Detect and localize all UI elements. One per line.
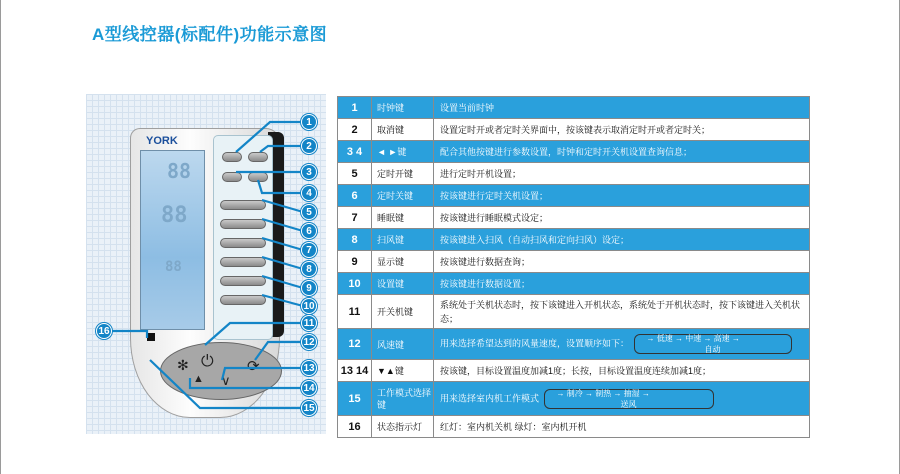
callout-10: 10 — [301, 298, 317, 314]
row-number: 2 — [338, 119, 372, 141]
lcd-digits: 88 — [167, 159, 192, 183]
key-description: 按该键进行睡眠模式设定； — [434, 207, 810, 229]
clock-key[interactable] — [222, 152, 242, 162]
page-title: A型线控器(标配件)功能示意图 — [92, 25, 328, 44]
display-key[interactable] — [220, 276, 266, 286]
key-name: 定时开键 — [372, 163, 434, 185]
temp-up-icon[interactable]: ▲ — [193, 373, 204, 385]
key-name: 风速键 — [372, 329, 434, 360]
row-number: 3 4 — [338, 141, 372, 163]
callout-8: 8 — [301, 261, 317, 277]
cycle-return-step: 送风 — [620, 399, 637, 409]
callout-16: 16 — [96, 323, 112, 339]
left-key[interactable] — [222, 172, 242, 182]
callout-4: 4 — [301, 185, 317, 201]
table-row — [338, 97, 810, 119]
key-description: 按该键进行数据设置； — [434, 273, 810, 295]
cycle-step: 高速 — [713, 334, 730, 343]
york-logo: YORK — [146, 135, 178, 147]
row-number: 10 — [338, 273, 372, 295]
row-number: 15 — [338, 382, 372, 416]
lcd-digits: 88 — [161, 203, 188, 228]
key-name: 扫风键 — [372, 229, 434, 251]
callout-15: 15 — [301, 400, 317, 416]
key-description: 按该键，目标设置温度加减1度；长按，目标设置温度连续加减1度； — [434, 360, 810, 382]
row-number: 11 — [338, 295, 372, 329]
power-icon[interactable]: ⏻ — [201, 353, 214, 370]
key-name: 状态指示灯 — [372, 416, 434, 438]
right-key[interactable] — [248, 172, 268, 182]
callout-2: 2 — [301, 138, 317, 154]
cycle-step: 制冷 — [566, 388, 583, 398]
key-description: 按该键进行数据查询； — [434, 251, 810, 273]
cycle-steps: → 低速 → 中速 → 高速 → — [646, 334, 740, 343]
key-description: 设置当前时钟 — [434, 97, 810, 119]
key-name: ◄ ►键 — [372, 141, 434, 163]
lcd-digits: 88 — [165, 259, 182, 275]
row-number: 16 — [338, 416, 372, 438]
cycle-step: 制热 — [595, 388, 612, 398]
fan-speed-icon[interactable]: ⟳ — [247, 358, 260, 375]
table-row — [338, 229, 810, 251]
callout-1: 1 — [301, 114, 317, 130]
callout-7: 7 — [301, 242, 317, 258]
key-name: 设置键 — [372, 273, 434, 295]
row-number: 12 — [338, 329, 372, 360]
cycle-step: 低速 — [656, 334, 673, 343]
cycle-steps: → 制冷 → 制热 → 抽湿 → — [556, 388, 650, 398]
key-name: 开关机键 — [372, 295, 434, 329]
key-name: 显示键 — [372, 251, 434, 273]
callout-13: 13 — [301, 360, 317, 376]
lcd-screen — [140, 150, 205, 330]
table-row — [338, 141, 810, 163]
row-number: 9 — [338, 251, 372, 273]
key-name: 定时关键 — [372, 185, 434, 207]
cycle-step: 抽湿 — [623, 388, 640, 398]
cycle-step: 中速 — [685, 334, 702, 343]
row-number: 13 14 — [338, 360, 372, 382]
key-description — [434, 382, 810, 416]
table-row — [338, 163, 810, 185]
key-description: 按该键进行定时关机设置； — [434, 185, 810, 207]
mode-cycle — [544, 389, 714, 409]
timer-off-key[interactable] — [220, 219, 266, 229]
swing-key[interactable] — [220, 257, 266, 267]
bottom-control-pad — [160, 342, 282, 400]
table-row — [338, 251, 810, 273]
key-name: ▼▲键 — [372, 360, 434, 382]
table-row — [338, 273, 810, 295]
callout-5: 5 — [301, 204, 317, 220]
callout-9: 9 — [301, 280, 317, 296]
table-row — [338, 329, 810, 360]
callout-14: 14 — [301, 380, 317, 396]
key-description: 系统处于关机状态时，按下该键进入开机状态，系统处于开机状态时，按下该键进入关机状态； — [434, 295, 810, 329]
key-description: 进行定时开机设置； — [434, 163, 810, 185]
table-row — [338, 382, 810, 416]
button-panel — [213, 135, 273, 340]
row-number: 5 — [338, 163, 372, 185]
sleep-key[interactable] — [220, 238, 266, 248]
key-description — [434, 329, 810, 360]
key-name: 时钟键 — [372, 97, 434, 119]
callout-12: 12 — [301, 334, 317, 350]
row-number: 6 — [338, 185, 372, 207]
callout-11: 11 — [301, 315, 317, 331]
key-description: 设置定时开或者定时关界面中，按该键表示取消定时开或者定时关； — [434, 119, 810, 141]
temp-down-icon[interactable]: ∨ — [221, 373, 231, 388]
mode-icon[interactable]: ✻ — [177, 357, 189, 373]
table-row — [338, 119, 810, 141]
key-description: 按该键进入扫风（自动扫风和定向扫风）设定； — [434, 229, 810, 251]
key-name: 工作模式选择键 — [372, 382, 434, 416]
row-number: 1 — [338, 97, 372, 119]
key-description: 配合其他按键进行参数设置，时钟和定时开关机设置查询信息； — [434, 141, 810, 163]
cycle-return-step: 自动 — [704, 345, 721, 354]
row-number: 8 — [338, 229, 372, 251]
table-row — [338, 207, 810, 229]
set-key[interactable] — [220, 295, 266, 305]
table-row — [338, 295, 810, 329]
key-name: 睡眠键 — [372, 207, 434, 229]
function-table — [337, 96, 810, 438]
key-name: 取消键 — [372, 119, 434, 141]
key-description: 红灯：室内机关机 绿灯：室内机开机 — [434, 416, 810, 438]
fan-speed-description: 用来选择希望达到的风量速度，设置顺序如下： — [440, 338, 630, 349]
timer-on-key[interactable] — [220, 200, 266, 210]
mode-description: 用来选择室内机工作模式 — [440, 392, 540, 403]
callout-3: 3 — [301, 164, 317, 180]
table-row — [338, 416, 810, 438]
status-indicator-light — [147, 333, 155, 341]
fan-speed-cycle — [634, 334, 792, 354]
callout-6: 6 — [301, 223, 317, 239]
row-number: 7 — [338, 207, 372, 229]
cancel-key[interactable] — [248, 152, 268, 162]
frame-left-border — [0, 0, 1, 474]
table-row — [338, 360, 810, 382]
table-row — [338, 185, 810, 207]
